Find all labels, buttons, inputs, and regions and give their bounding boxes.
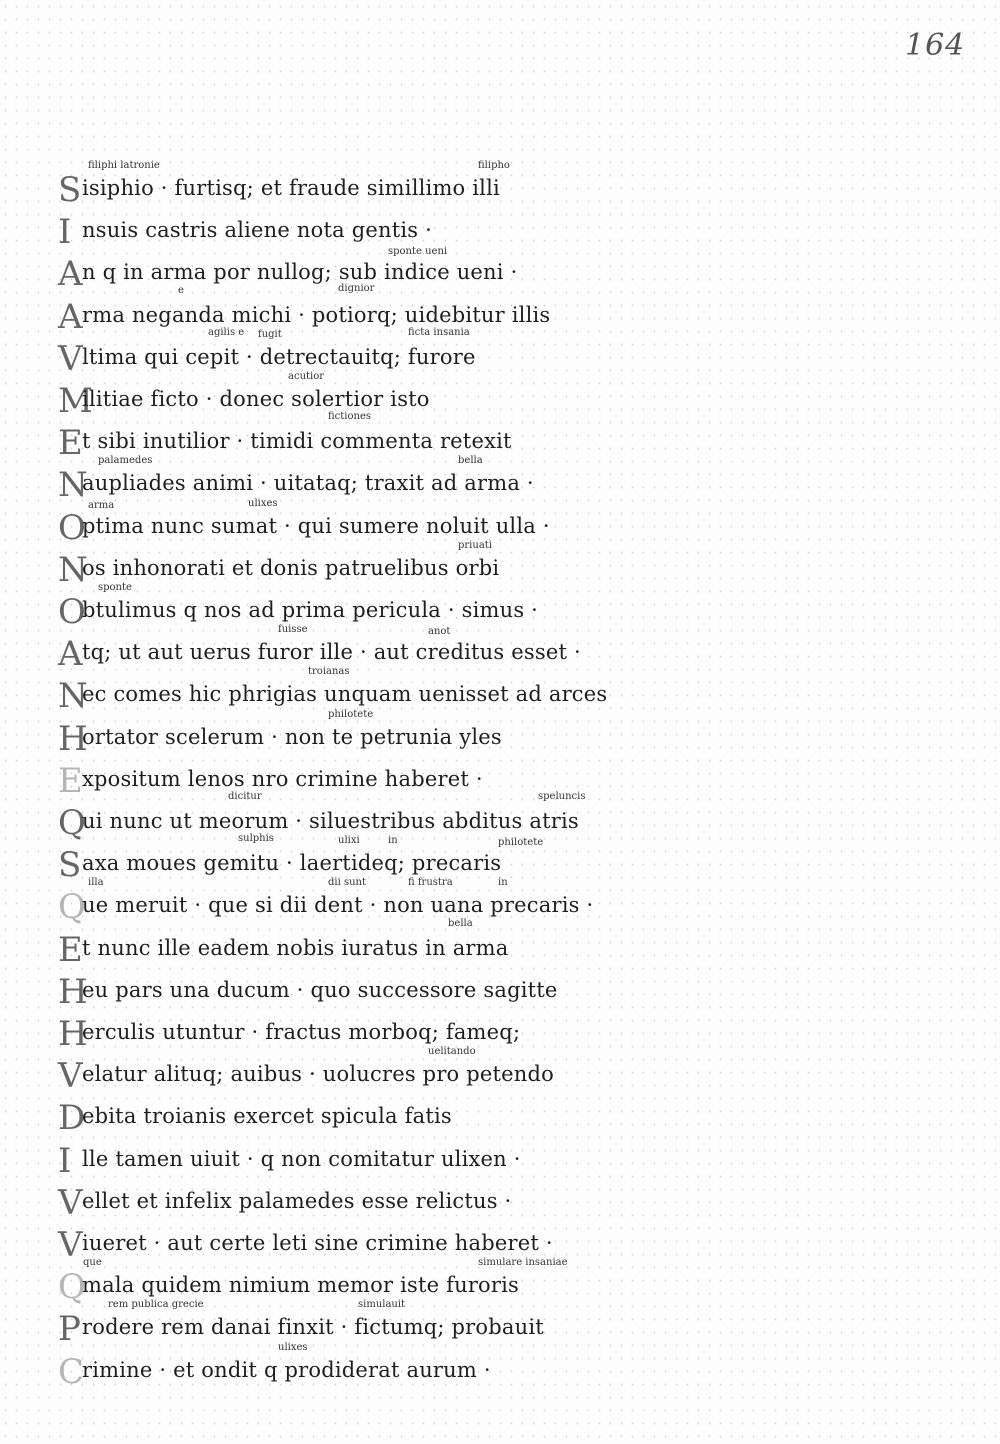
verse-initial: S [58, 845, 82, 886]
verse-initial: H [58, 971, 88, 1012]
interlinear-gloss: in [388, 835, 398, 847]
verse-initial: N [58, 676, 88, 717]
interlinear-gloss: bella [448, 917, 473, 929]
verse-text: t nunc ille eadem nobis iuratus in arma [82, 935, 509, 960]
verse-text: mala quidem nimium memor iste furoris [82, 1273, 520, 1298]
verse-text: ellet et infelix palamedes esse relictus · [82, 1188, 512, 1213]
interlinear-gloss: e [178, 284, 184, 296]
verse-line [58, 761, 618, 805]
interlinear-gloss: dignior [338, 282, 375, 294]
interlinear-gloss: ulixes [278, 1341, 308, 1353]
verse-line [58, 917, 618, 974]
verse-text: ltima qui cepit · detrectauitq; furore [82, 344, 476, 369]
verse-line [58, 1141, 618, 1185]
verse-line [58, 1046, 618, 1100]
interlinear-gloss: filipho [478, 160, 510, 171]
verse-initial: S [58, 170, 82, 210]
interlinear-gloss: illa [88, 877, 104, 889]
interlinear-gloss: acutior [288, 371, 325, 382]
verse-initial: V [58, 1056, 83, 1097]
verse-text: iueret · aut certe leti sine crimine haberet · [82, 1231, 553, 1255]
interlinear-gloss: in [498, 877, 508, 889]
verse-text: xpositum lenos nro crimine haberet · [82, 766, 483, 791]
verse-text: aupliades animi · uitataq; traxit ad arma · [82, 471, 534, 496]
verse-initial: O [58, 507, 86, 548]
interlinear-gloss: ulixes [248, 497, 278, 509]
verse-text: rodere rem danai finxit · fictumq; probauit [82, 1315, 544, 1340]
verse-line [58, 160, 618, 214]
verse-text: isiphio · furtisq; et fraude simillimo illi [82, 176, 500, 200]
verse-initial: D [58, 1098, 86, 1139]
interlinear-gloss: palamedes [98, 455, 153, 467]
verse-line [58, 582, 618, 636]
verse-text: ec comes hic phrigias unquam uenisset ad arces [82, 682, 608, 707]
verse-initial: I [58, 1140, 72, 1181]
interlinear-gloss: filiphi latronie [88, 160, 160, 171]
verse-text: ue meruit · que si dii dent · non uana precaris · [82, 893, 594, 918]
verse-text: ortator scelerum · non te petrunia yles [82, 724, 502, 749]
interlinear-gloss: que [83, 1257, 102, 1269]
verse-text: ptima nunc sumat · qui sumere noluit ulla · [82, 513, 550, 538]
verse-initial: C [58, 1351, 85, 1392]
interlinear-gloss: speluncis [538, 791, 586, 802]
interlinear-gloss: priuati [458, 539, 492, 551]
verse-text: n q in arma por nullog; sub indice ueni · [82, 260, 518, 285]
interlinear-gloss: bella [458, 455, 483, 467]
verse-initial: E [58, 760, 83, 801]
interlinear-gloss: uelitando [428, 1046, 476, 1058]
interlinear-gloss: sponte [98, 582, 132, 593]
interlinear-gloss: simulauit [358, 1299, 406, 1311]
interlinear-gloss: troianas [308, 666, 350, 678]
interlinear-gloss: anot [428, 626, 451, 638]
verse-initial: N [58, 549, 88, 590]
interlinear-gloss: fi frustra [408, 877, 453, 889]
verse-line [58, 1341, 618, 1396]
verse-text: erculis utuntur · fractus morboq; fameq; [82, 1020, 521, 1044]
verse-line [58, 708, 618, 763]
verse-initial: V [58, 338, 83, 379]
interlinear-gloss: sulphis [238, 833, 274, 845]
verse-line [58, 1299, 618, 1353]
verse-initial: A [58, 296, 83, 337]
verse-initial: N [58, 465, 88, 506]
verse-text: os inhonorati et donis patruelibus orbi [82, 555, 500, 580]
verse-initial: M [58, 381, 93, 421]
verse-initial: H [58, 718, 88, 759]
verse-initial: V [58, 1225, 83, 1265]
verse-initial: H [58, 1014, 88, 1054]
verse-text: elatur alituq; auibus · uolucres pro petendo [82, 1062, 555, 1087]
interlinear-gloss: agilis e [208, 326, 245, 338]
interlinear-gloss: arma [88, 499, 115, 511]
interlinear-gloss: ficta insania [408, 326, 470, 338]
interlinear-gloss: philotete [328, 708, 374, 720]
verse-text: axa moues gemitu · laertideq; precaris [82, 851, 502, 876]
verse-initial: Q [58, 1267, 86, 1308]
interlinear-gloss: fugit [258, 328, 282, 340]
verse-initial: A [58, 254, 83, 295]
verse-text: ilitiae ficto · donec solertior isto [82, 387, 430, 411]
verse-text: nsuis castris aliene nota gentis · [82, 218, 432, 243]
verse-line [58, 326, 618, 383]
verse-line [58, 972, 618, 1016]
folio-number: 164 [905, 28, 966, 63]
interlinear-gloss: sponte ueni [388, 246, 448, 258]
verse-line [58, 497, 618, 552]
verse-line [58, 455, 618, 509]
verse-line [58, 1014, 618, 1058]
interlinear-gloss: dicitur [228, 791, 262, 802]
interlinear-gloss: rem publica grecie [108, 1299, 204, 1311]
interlinear-gloss: philotete [498, 837, 544, 849]
verse-initial: I [58, 212, 72, 253]
verse-initial: O [58, 592, 86, 632]
verse-text: ebita troianis exercet spicula fatis [82, 1104, 452, 1129]
verse-initial: Q [58, 803, 86, 843]
interlinear-gloss: ulixi [338, 835, 360, 847]
verse-line [58, 539, 618, 594]
verse-text: ui nunc ut meorum · siluestribus abditus atris [82, 809, 579, 833]
interlinear-gloss: simulare insaniae [478, 1257, 568, 1269]
verse-line [58, 877, 618, 931]
verse-line [58, 1183, 618, 1227]
verse-initial: Q [58, 887, 86, 928]
interlinear-gloss: fuisse [278, 624, 308, 636]
interlinear-gloss: fictiones [328, 411, 371, 423]
verse-text: tq; ut aut uerus furor ille · aut creditus esset · [82, 640, 581, 665]
verse-initial: P [58, 1309, 81, 1350]
verse-text: rma neganda michi · potiorq; uidebitur illis [82, 302, 551, 327]
verse-text: lle tamen uiuit · q non comitatur ulixen · [82, 1146, 521, 1171]
verse-line [58, 212, 618, 256]
interlinear-gloss: dii sunt [328, 877, 367, 889]
verse-text: t sibi inutilior · timidi commenta retexit [82, 429, 512, 454]
verse-text: rimine · et ondit q prodiderat aurum · [82, 1357, 491, 1382]
verse-initial: E [58, 423, 83, 464]
verse-line [58, 1098, 618, 1142]
verse-initial: E [58, 929, 83, 970]
verse-text: eu pars una ducum · quo successore sagitte [82, 977, 558, 1002]
verse-initial: A [58, 634, 83, 675]
verse-line [58, 282, 618, 341]
verse-text: btulimus q nos ad prima pericula · simus · [82, 598, 539, 622]
verse-initial: V [58, 1182, 83, 1223]
